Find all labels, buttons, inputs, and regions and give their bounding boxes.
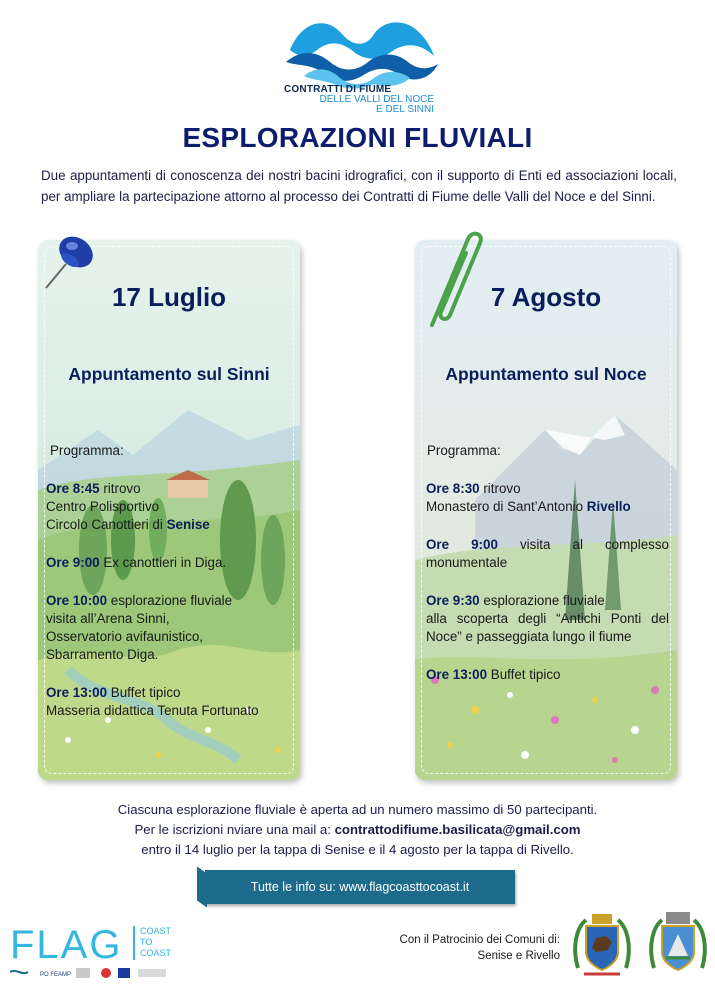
contact-email-link[interactable]: contrattodifiume.basilicata@gmail.com xyxy=(334,822,581,837)
program-time: Ore 8:45 xyxy=(46,481,100,496)
footer-line-2 xyxy=(0,820,715,840)
flag-coast-to-coast-logo xyxy=(10,920,190,982)
flag-side-1: COAST xyxy=(140,926,172,936)
program-text: visita all’Arena Sinni, xyxy=(46,611,170,626)
registration-info xyxy=(0,800,715,860)
programma-label: Programma: xyxy=(50,443,124,458)
program-text: visita al complesso monumentale xyxy=(426,537,669,570)
program-text: ritrovo xyxy=(479,481,521,496)
footer-line-2-prefix: Per le iscrizioni nviare una mail a: xyxy=(134,822,335,837)
logo-text xyxy=(282,84,442,115)
patronage-line-2: Senise e Rivello xyxy=(477,950,560,962)
program-time: Ore 8:30 xyxy=(426,481,480,496)
push-pin-icon xyxy=(42,230,102,292)
footer-line-3: entro il 14 luglio per la tappa di Senise e il 4 agosto per la tappa di Rivello. xyxy=(141,842,574,857)
senise-coat-of-arms-icon xyxy=(572,908,632,984)
flag-word: FLAG xyxy=(10,923,123,967)
info-banner-text: Tutte le info su: www.flagcoasttocoast.it xyxy=(250,880,470,894)
program-item xyxy=(46,480,292,534)
program-text: Ex canottieri in Diga. xyxy=(99,555,227,570)
program-time: Ore 10:00 xyxy=(46,593,108,608)
event-card-sinni xyxy=(38,240,300,780)
program-item xyxy=(426,592,669,646)
flag-side-3: COAST xyxy=(140,948,172,958)
program-text: Masseria didattica Tenuta Fortunato xyxy=(46,703,259,718)
program-text: Sbarramento Diga. xyxy=(46,647,159,662)
event-subtitle: Appuntamento sul Sinni xyxy=(68,364,270,384)
program-item xyxy=(46,554,292,572)
program-text: esplorazione fluviale xyxy=(479,593,605,608)
program-text: Monastero di Sant’Antonio xyxy=(426,499,587,514)
banner-fold xyxy=(197,866,207,907)
program-text: Buffet tipico xyxy=(487,667,561,682)
programma-label: Programma: xyxy=(427,443,501,458)
event-date: 17 Luglio xyxy=(111,282,227,312)
flag-side-2: TO xyxy=(140,937,153,947)
program-list xyxy=(426,480,669,704)
logo-line-1: CONTRATTI DI FIUME xyxy=(284,84,392,95)
program-item xyxy=(426,536,669,572)
program-text: esplorazione fluviale xyxy=(107,593,233,608)
program-time: Ore 9:00 xyxy=(46,555,100,570)
program-text: Circolo Canottieri di xyxy=(46,517,167,532)
program-time: Ore 9:30 xyxy=(426,593,480,608)
page-title: ESPLORAZIONI FLUVIALI xyxy=(182,122,533,153)
info-banner[interactable] xyxy=(205,870,515,904)
program-text: Osservatorio avifaunistico, xyxy=(46,629,204,644)
program-place: Rivello xyxy=(586,499,631,514)
intro-paragraph: Due appuntamenti di conoscenza dei nostri bacini idrografici, con il supporto di Enti ed associazioni locali, per ampliare la partecipazione attorno al processo dei Contratti di Fiume delle Valli del Noce e del Sinni. xyxy=(41,168,677,204)
program-list xyxy=(46,480,292,740)
program-item xyxy=(426,666,669,684)
program-time: Ore 13:00 xyxy=(46,685,108,700)
rivello-coat-of-arms-icon xyxy=(648,908,708,984)
paper-clip-icon xyxy=(418,225,488,335)
patronage-text xyxy=(360,932,560,964)
program-text: alla scoperta degli “Antichi Ponti del Noce” e passeggiata lungo il fiume xyxy=(426,611,669,644)
event-subtitle: Appuntamento sul Noce xyxy=(445,364,647,384)
patronage-line-1: Con il Patrocinio dei Comuni di: xyxy=(399,934,560,946)
logo-line-2: DELLE VALLI DEL NOCE xyxy=(319,94,434,105)
program-time: Ore 9:00 xyxy=(426,537,498,552)
footer-line-1: Ciascuna esplorazione fluviale è aperta ad un numero massimo di 50 partecipanti. xyxy=(117,802,598,817)
program-text: Buffet tipico xyxy=(107,685,181,700)
program-text: ritrovo xyxy=(99,481,141,496)
program-item xyxy=(426,480,669,516)
logo-line-3: E DEL SINNI xyxy=(376,104,434,115)
event-date: 7 Agosto xyxy=(490,282,602,312)
program-item xyxy=(46,684,292,720)
program-time: Ore 13:00 xyxy=(426,667,488,682)
po-feamp-label: PO FEAMP xyxy=(40,972,72,978)
program-place: Senise xyxy=(166,517,210,532)
program-item xyxy=(46,592,292,664)
program-text: Centro Polisportivo xyxy=(46,499,160,514)
